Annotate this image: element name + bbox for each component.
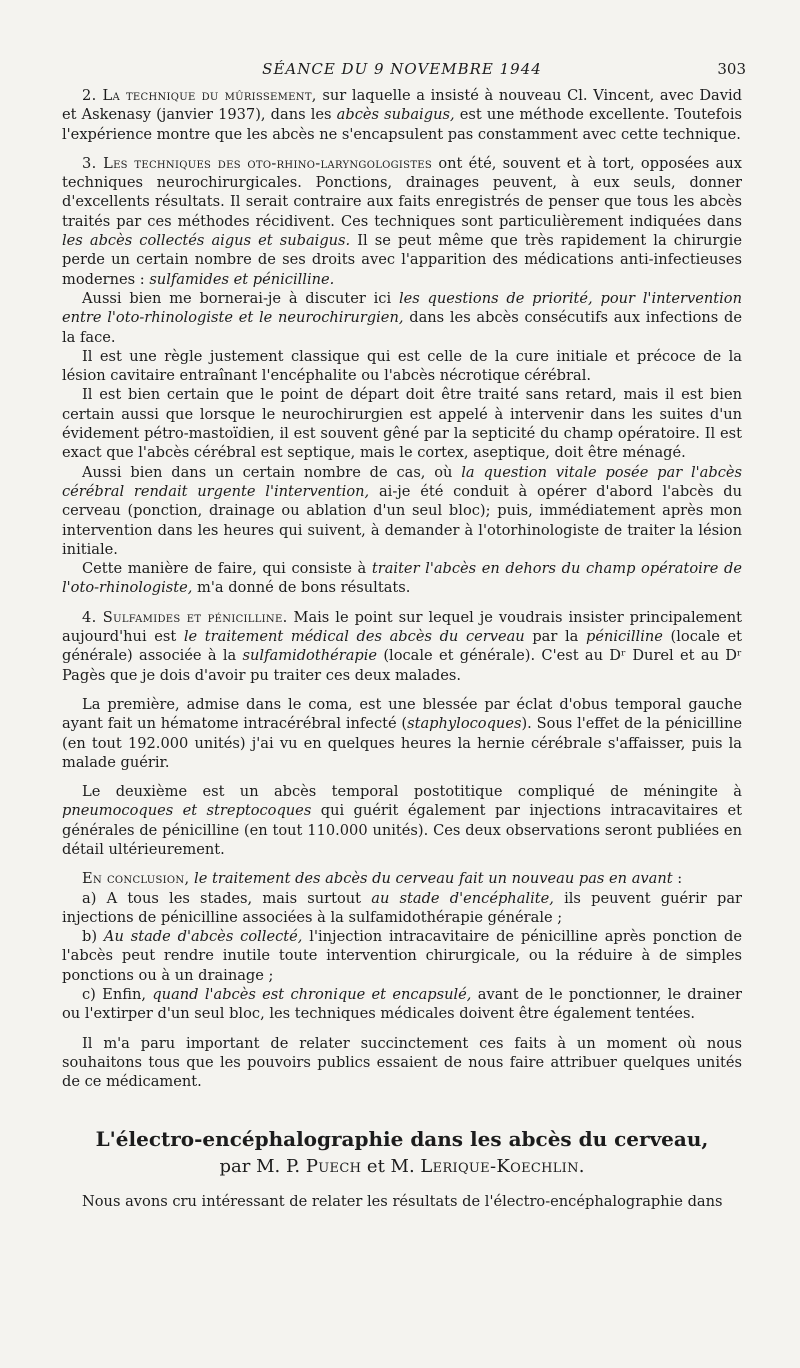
text-run: par la	[524, 628, 586, 646]
text-run: et M.	[361, 1155, 421, 1177]
section-lead: 3. Les techniques des oto-rhino-laryngologistes	[82, 154, 433, 172]
text-run: Il se peut même que très rapidement la chirurgie perde un certain nombre de ses droits avec l'apparition des médications anti-infectieuses modernes :	[62, 232, 742, 288]
emphasis: traiter l'abcès en dehors du champ opératoire de l'oto-rhinologiste,	[62, 560, 742, 597]
emphasis: le traitement des abcès du cerveau fait un nouveau pas en avant	[194, 870, 673, 888]
text-run: :	[672, 870, 683, 888]
paragraph-maturation-technique	[62, 86, 742, 144]
text-run: qui guérit également par injections intracavitaires et générales de pénicilline (en tout 110.000 unités). Ces deux observations seront publiées en détail ultérieurement.	[62, 802, 742, 858]
paragraph-first-case	[62, 695, 742, 772]
running-title: SÉANCE DU 9 NOVEMBRE 1944	[262, 60, 542, 78]
paragraph-good-results	[62, 559, 742, 598]
article-title: L'électro-encéphalographie dans les abcès du cerveau,	[95, 1126, 709, 1151]
page-header	[62, 60, 746, 86]
paragraph-septic-field	[62, 385, 742, 462]
paragraph-conclusion-b	[62, 927, 742, 985]
article-first-line	[62, 1192, 742, 1211]
text-run: (locale et générale). C'est au Dʳ Durel et au Dʳ Pagès que je dois d'avoir pu traiter ces deux malades.	[62, 647, 742, 684]
text-run: par M. P.	[219, 1155, 306, 1177]
text-run: c) Enfin,	[82, 986, 153, 1004]
text-run: l'injection intracavitaire de pénicilline après ponction de l'abcès peut rendre inutile toute intervention chirurgicale, ou la réduire à de simples ponctions ou à un drainage ;	[62, 928, 743, 984]
emphasis: la question vitale posée par l'abcès cérébral rendait urgente l'intervention,	[62, 463, 743, 500]
paragraph-priority-questions	[62, 289, 742, 347]
text-run: m'a donné de bons résultats.	[192, 579, 411, 597]
text-run: avant de le ponctionner, le drainer ou l'extirper d'un seul bloc, les techniques médicales doivent être également tentées.	[62, 986, 742, 1023]
text-run: Nous avons cru intéressant de relater les résultats de l'électro-encéphalographie dans	[82, 1192, 723, 1210]
paragraph-sulfamides	[62, 608, 742, 685]
emphasis: le traitement médical des abcès du cerveau	[183, 628, 525, 646]
text-run: Mais le point sur lequel je voudrais insister principalement aujourd'hui est	[62, 608, 742, 646]
section-lead: En conclusion,	[82, 870, 190, 888]
section-lead: 4. Sulfamides et pénicilline.	[82, 608, 288, 626]
paragraph-conclusion-a	[62, 889, 742, 928]
emphasis: sulfamides et pénicilline.	[149, 270, 335, 288]
paragraph-ent-techniques	[62, 154, 742, 289]
text-run: La première, admise dans le coma, est une blessée par éclat d'obus temporal gauche ayant fait un hématome intracérébral infecté (	[62, 695, 742, 733]
paragraph-classic-rule	[62, 347, 742, 386]
text-run: Il est bien certain que le point de départ doit être traité sans retard, mais il est bien certain aussi que lorsque le neurochirurgien est appelé à intervenir dans les suites d'un évidement pétro-mastoïdien, il est souvent gêné par la septicité du champ opératoire. Il est exact que l'abcès cérébral est septique, mais le cortex, aseptique, doit être ménagé.	[62, 386, 742, 462]
paragraph-second-case	[62, 782, 742, 859]
article-authors	[62, 1153, 742, 1180]
emphasis: staphylocoques	[407, 715, 522, 733]
text-run: Il est une règle justement classique qui est celle de la cure initiale et précoce de la lésion cavitaire entraînant l'encéphalite ou l'abcès nécrotique cérébral.	[62, 347, 742, 385]
paragraph-urgent-intervention	[62, 463, 742, 559]
text-run: ils peuvent guérir par injections de pénicilline associées à la sulfamidothérapie générale ;	[62, 889, 743, 926]
text-run: ). Sous l'effet de la pénicilline (en tout 192.000 unités) j'ai vu en quelques heures la hernie cérébrale s'affaisser, puis la malade guérir.	[62, 715, 742, 771]
emphasis: Au stade d'abcès collecté,	[103, 928, 303, 946]
emphasis: quand l'abcès est chronique et encapsulé,	[152, 986, 472, 1004]
paragraph-conclusion	[62, 869, 742, 888]
author-name: Lerique-Koechlin	[420, 1155, 579, 1177]
text-run: Il m'a paru important de relater succinctement ces faits à un moment où nous souhaitons tous que les pouvoirs publics essaient de nous faire attribuer quelques unités de ce médicament.	[62, 1034, 742, 1091]
text-run: Aussi bien me bornerai-je à discuter ici	[82, 289, 399, 307]
text-run: Aussi bien dans un certain nombre de cas, où	[82, 463, 462, 481]
emphasis: au stade d'encéphalite,	[371, 889, 554, 907]
text-run: sur laquelle a insisté à nouveau Cl. Vincent, avec David et Askenasy (janvier 1937), dans les	[62, 87, 742, 124]
journal-page	[62, 60, 746, 1211]
emphasis: pneumocoques et streptocoques	[62, 802, 312, 820]
text-run: ont été, souvent et à tort, opposées aux techniques neurochirurgicales. Ponctions, drainages peuvent, à eux seuls, donner d'excellents résultats. Il serait contraire aux faits enregistrés de penser que tous les abcès traités par ces méthodes récidivent. Ces techniques sont particulièrement indiquées dans	[62, 154, 742, 230]
emphasis: les abcès collectés aigus et subaigus.	[62, 232, 351, 250]
article-body	[62, 86, 742, 1211]
next-article-heading	[62, 1126, 742, 1180]
emphasis: sulfamidothérapie	[242, 647, 378, 665]
text-run: Cette manière de faire, qui consiste à	[82, 560, 372, 578]
text-run: a) A tous les stades, mais surtout	[82, 889, 372, 907]
section-lead: 2. La technique du mûrissement,	[82, 87, 317, 104]
paragraph-conclusion-c	[62, 985, 742, 1024]
emphasis: pénicilline	[585, 628, 663, 646]
text-run: est une méthode excellente. Toutefois l'expérience montre que les abcès ne s'encapsulent pas constamment avec cette technique.	[62, 106, 742, 143]
text-run: (locale et générale) associée à la	[62, 628, 742, 665]
emphasis: abcès subaigus,	[336, 106, 455, 124]
text-run: dans les abcès consécutifs aux infections de la face.	[62, 309, 743, 346]
text-run: .	[578, 1155, 585, 1177]
text-run: Le deuxième est un abcès temporal postotitique compliqué de méningite à	[82, 783, 742, 801]
text-run: b)	[82, 928, 104, 946]
text-run: ai-je été conduit à opérer d'abord l'abcès du cerveau (ponction, drainage ou ablation d'un seul bloc); puis, immédiatement après mon intervention dans les heures qui suivent, à demander à l'otorhinologiste de traiter la lésion initiale.	[62, 482, 742, 558]
author-name: Puech	[305, 1155, 362, 1177]
emphasis: les questions de priorité, pour l'intervention entre l'oto-rhinologiste et le neurochirurgien,	[62, 289, 742, 327]
page-number: 303	[717, 60, 746, 78]
paragraph-closing	[62, 1034, 742, 1092]
